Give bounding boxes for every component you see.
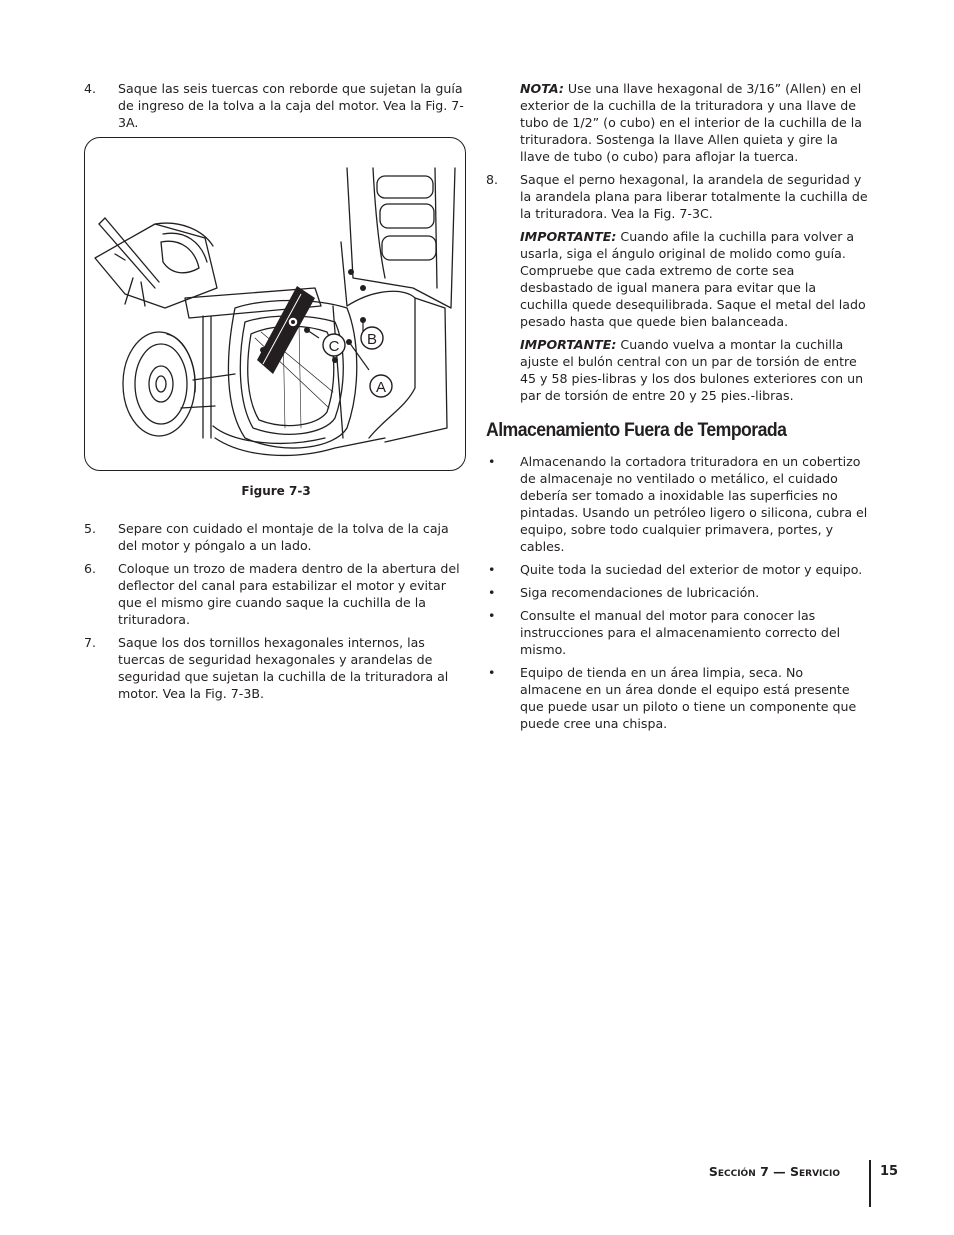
list-item-text: Quite toda la suciedad del exterior de motor y equipo. bbox=[520, 562, 863, 577]
footer-section-name: Servicio bbox=[790, 1164, 840, 1179]
step-5 bbox=[84, 520, 468, 554]
list-item bbox=[486, 664, 868, 732]
list-item bbox=[486, 607, 868, 658]
step-number: 4. bbox=[84, 81, 97, 96]
callout-label-b: B bbox=[366, 331, 378, 348]
left-column bbox=[84, 80, 468, 708]
important-paragraph-2 bbox=[486, 336, 868, 404]
figure-7-3 bbox=[84, 137, 466, 471]
note-label: NOTA: bbox=[520, 81, 564, 96]
important-text: Cuando afile la cuchilla para volver a usarla, siga el ángulo original de molido como guía. Compruebe que cada extremo de corte sea desbastado de igual manera para evitar que la cuchilla quede desequilibrada. Saque el metal del lado pesado hasta que quede bien balanceada. bbox=[520, 229, 866, 329]
list-item bbox=[486, 584, 868, 601]
important-label: IMPORTANTE: bbox=[520, 337, 617, 352]
right-column bbox=[486, 80, 868, 738]
bullet-symbol: • bbox=[488, 665, 496, 680]
note-paragraph bbox=[486, 80, 868, 165]
step-text: Separe con cuidado el montaje de la tolva de la caja del motor y póngalo a un lado. bbox=[118, 521, 449, 553]
footer-section-prefix: Sección 7 — bbox=[708, 1164, 790, 1179]
step-text: Saque el perno hexagonal, la arandela de seguridad y la arandela plana para liberar totalmente la cuchilla de la trituradora. Vea la Fig. 7-3C. bbox=[520, 172, 868, 221]
footer-divider bbox=[869, 1160, 871, 1207]
bullet-symbol: • bbox=[488, 562, 496, 577]
page-footer bbox=[709, 1163, 840, 1180]
list-item-text: Siga recomendaciones de lubricación. bbox=[520, 585, 760, 600]
important-label: IMPORTANTE: bbox=[520, 229, 617, 244]
step-4 bbox=[84, 80, 468, 131]
step-number: 7. bbox=[84, 635, 97, 650]
list-item-text: Almacenando la cortadora trituradora en un cobertizo de almacenaje no ventilado o metálico, el cuidado debería ser tomado a inoxidable las superficies no pintadas. Usando un petróleo ligero o silicona, cubra el equipo, sobre todo cualquier primavera, portes, y cables. bbox=[520, 454, 868, 554]
list-item-text: Equipo de tienda en un área limpia, seca. No almacene en un área donde el equipo está presente que puede usar un piloto o tiene un componente que puede cree una chispa. bbox=[520, 665, 857, 731]
bullet-symbol: • bbox=[488, 454, 496, 469]
bullet-symbol: • bbox=[488, 608, 496, 623]
list-item bbox=[486, 561, 868, 578]
chipper-shredder-illustration bbox=[85, 138, 466, 471]
figure-caption: Figure 7-3 bbox=[241, 484, 311, 498]
step-text: Saque las seis tuercas con reborde que sujetan la guía de ingreso de la tolva a la caja del motor. Vea la Fig. 7-3A. bbox=[118, 81, 464, 130]
list-item bbox=[486, 453, 868, 555]
note-text: Use una llave hexagonal de 3/16” (Allen) en el exterior de la cuchilla de la trituradora y una llave de tubo de 1/2” (o cubo) en el interior de la cuchilla de la trituradora. Sostenga la llave Allen quieta y gire la llave de tubo (o cubo) para aflojar la tuerca. bbox=[520, 81, 862, 164]
step-8 bbox=[486, 171, 868, 222]
important-paragraph-1 bbox=[486, 228, 868, 330]
section-heading: Almacenamiento Fuera de Temporada bbox=[486, 420, 787, 441]
step-number: 6. bbox=[84, 561, 97, 576]
step-number: 8. bbox=[486, 172, 499, 187]
step-number: 5. bbox=[84, 521, 97, 536]
callout-label-c: C bbox=[328, 338, 340, 355]
page-number: 15 bbox=[880, 1164, 899, 1179]
step-text: Coloque un trozo de madera dentro de la abertura del deflector del canal para estabilizar el motor y evitar que el mismo gire cuando saque la cuchilla de la trituradora. bbox=[118, 561, 460, 627]
step-text: Saque los dos tornillos hexagonales internos, las tuercas de seguridad hexagonales y arandelas de seguridad que sujetan la cuchilla de la trituradora al motor. Vea la Fig. 7-3B. bbox=[118, 635, 449, 701]
step-6 bbox=[84, 560, 468, 628]
step-7 bbox=[84, 634, 468, 702]
list-item-text: Consulte el manual del motor para conocer las instrucciones para el almacenamiento correcto del mismo. bbox=[520, 608, 841, 657]
important-text: Cuando vuelva a montar la cuchilla ajuste el bulón central con un par de torsión de entre 45 y 58 pies-libras y los dos bulones exteriores con un par de torsión de entre 20 y 25 pies.-libras. bbox=[520, 337, 864, 403]
callout-label-a: A bbox=[375, 379, 387, 396]
bullet-symbol: • bbox=[488, 585, 496, 600]
